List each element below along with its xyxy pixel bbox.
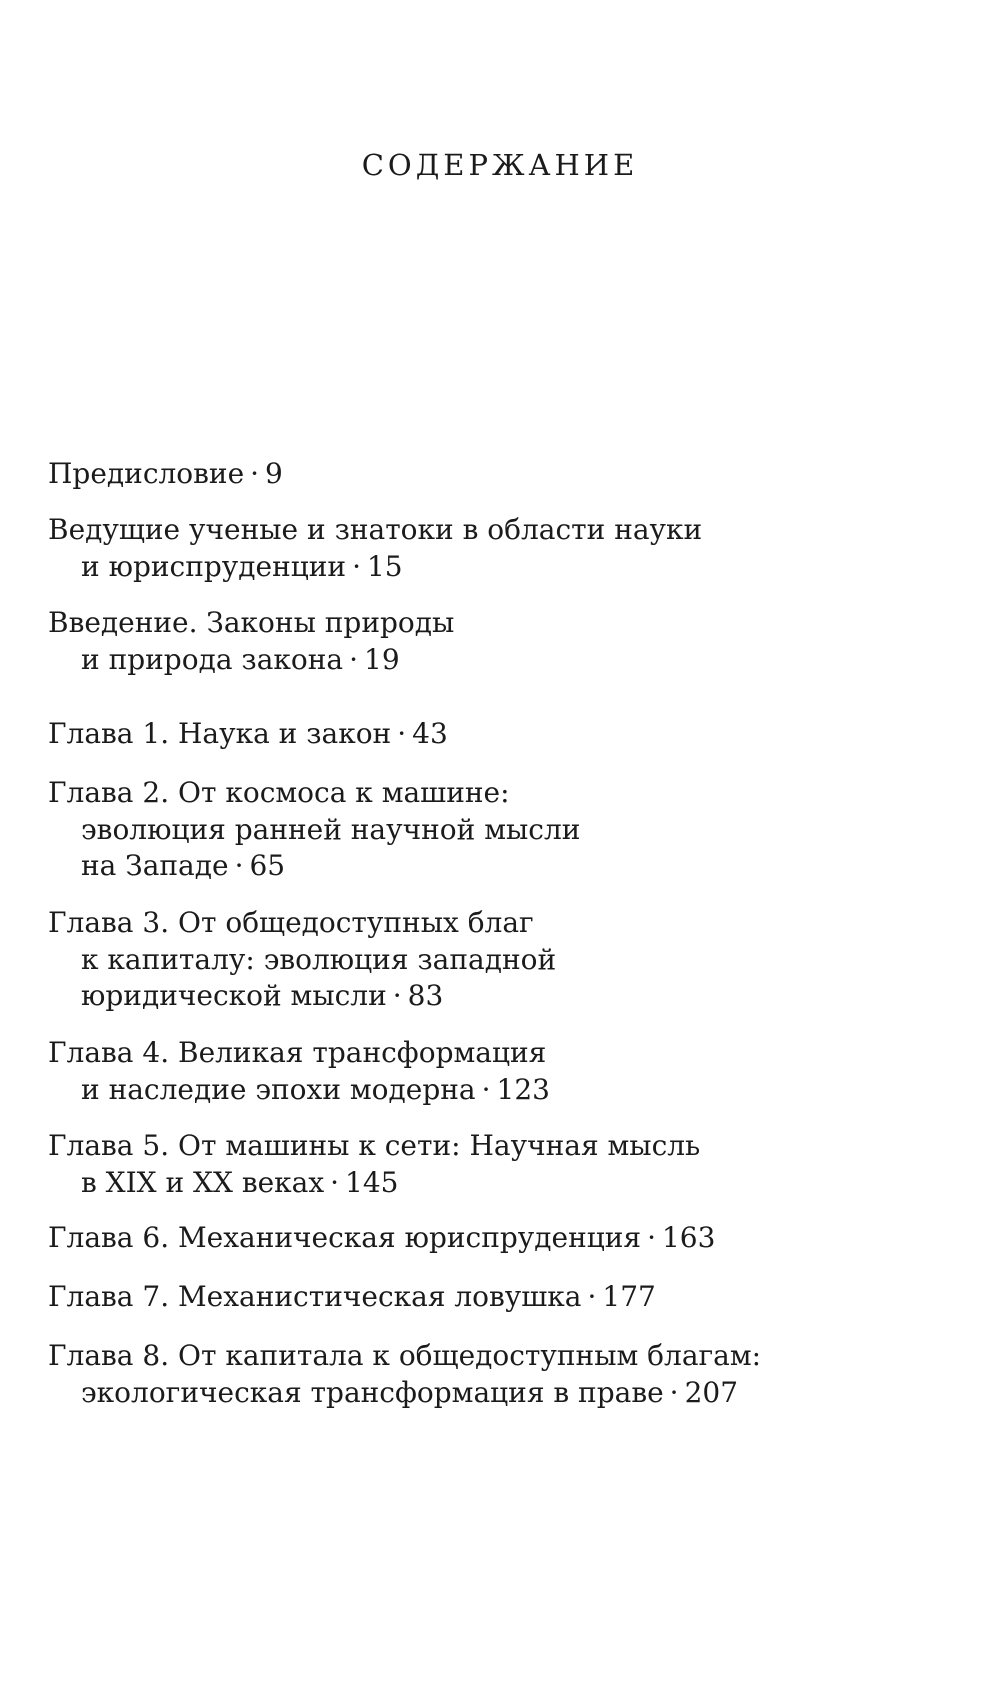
toc-entry-chapter-6[interactable]: [48, 1220, 968, 1257]
entry-title-line: Глава 7. Механистическая ловушка: [48, 1280, 582, 1313]
dot-separator: ·: [352, 549, 361, 583]
toc-entry-chapter-3[interactable]: [48, 905, 968, 1015]
dot-separator: ·: [397, 717, 407, 750]
dot-separator: ·: [669, 1375, 679, 1409]
page-number: 43: [412, 717, 448, 750]
page-number: 145: [345, 1165, 399, 1199]
page-title: СОДЕРЖАНИЕ: [361, 148, 639, 182]
entry-title-line: эволюция ранней научной мысли: [81, 812, 581, 846]
page-number: 83: [407, 979, 444, 1012]
dot-separator: ·: [392, 979, 402, 1012]
toc-entry-leading-scholars[interactable]: [48, 512, 968, 585]
entry-title-line: к капиталу: эволюция западной: [81, 942, 557, 976]
entry-title-line: на Западе: [81, 849, 229, 882]
toc-entry-chapter-8[interactable]: [48, 1338, 968, 1411]
page-number: 163: [661, 1221, 716, 1254]
page-number: 177: [602, 1280, 656, 1313]
entry-title-line: и наследие эпохи модерна: [81, 1072, 476, 1106]
entry-title-line: Глава 3. От общедоступных благ: [48, 906, 534, 939]
page-number: 65: [249, 849, 286, 882]
entry-title-line: Ведущие ученые и знатоки в области науки: [48, 513, 703, 546]
dot-separator: ·: [250, 457, 260, 490]
entry-title-line: юридической мысли: [81, 979, 387, 1012]
page-number: 15: [366, 549, 403, 583]
entry-title-line: Введение. Законы природы: [48, 606, 455, 639]
entry-title-line: и юриспруденции: [81, 549, 347, 583]
entry-title-line: Глава 4. Великая трансформация: [48, 1036, 547, 1069]
dot-separator: ·: [481, 1072, 491, 1106]
dot-separator: ·: [330, 1165, 340, 1199]
entry-title-line: экологическая трансформация в праве: [81, 1375, 664, 1409]
toc-entry-chapter-2[interactable]: [48, 775, 968, 885]
entry-title-line: Глава 6. Механическая юриспруденция: [48, 1221, 642, 1254]
entry-title-line: Глава 5. От машины к сети: Научная мысль: [48, 1129, 701, 1162]
toc-entry-chapter-4[interactable]: [48, 1035, 968, 1108]
entry-title-line: Глава 8. От капитала к общедоступным благам:: [48, 1339, 762, 1372]
dot-separator: ·: [234, 849, 244, 882]
dot-separator: ·: [647, 1221, 656, 1254]
toc-entry-introduction[interactable]: [48, 605, 968, 678]
toc-entry-chapter-1[interactable]: [48, 716, 968, 753]
page-number: 123: [496, 1072, 550, 1106]
page-number: 207: [684, 1375, 739, 1409]
dot-separator: ·: [587, 1280, 597, 1313]
toc-entry-preface[interactable]: [48, 456, 968, 493]
toc-entry-chapter-7[interactable]: [48, 1279, 968, 1316]
entry-title-line: Глава 1. Наука и закон: [48, 717, 392, 750]
page-number: 19: [364, 642, 400, 676]
entry-title-line: в XIX и XX веках: [81, 1165, 325, 1199]
entry-title-line: Предисловие: [48, 457, 245, 490]
entry-title-line: Глава 2. От космоса к машине:: [48, 776, 510, 809]
toc-entry-chapter-5[interactable]: [48, 1128, 968, 1201]
dot-separator: ·: [349, 642, 359, 676]
entry-title-line: и природа закона: [81, 642, 344, 676]
page-number: 9: [265, 457, 283, 490]
